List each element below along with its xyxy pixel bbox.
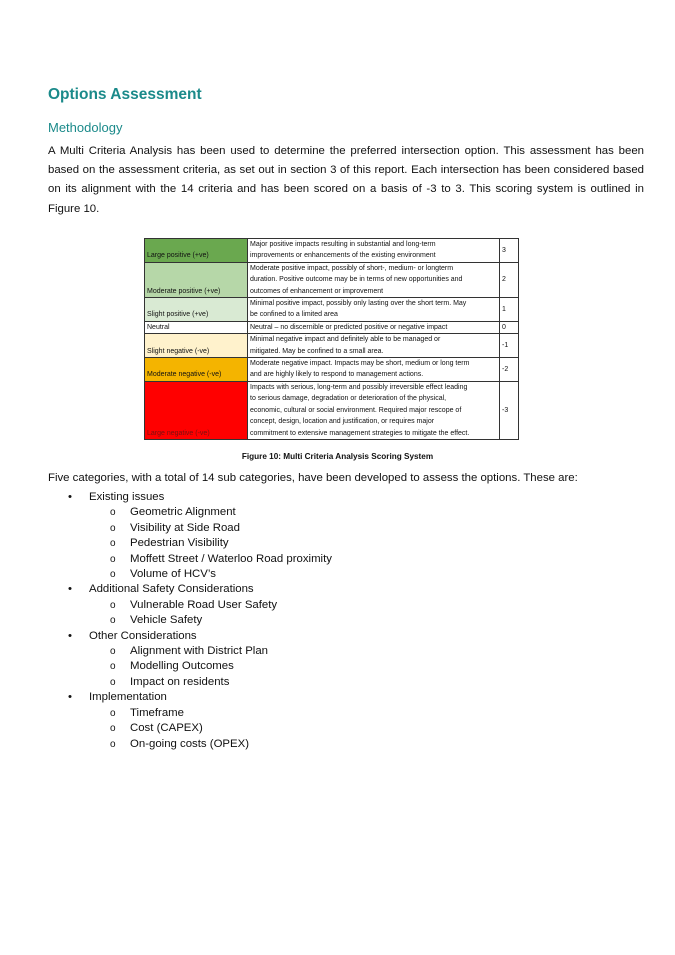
subcategory-item xyxy=(89,644,332,659)
impact-level-label: Moderate positive (+ve) xyxy=(145,262,248,297)
circle-bullet-icon: o xyxy=(110,646,116,658)
circle-bullet-icon: o xyxy=(110,723,116,735)
impact-score: -2 xyxy=(500,358,519,382)
impact-description-line: economic, cultural or social environment. Required major rescope of xyxy=(250,406,462,414)
scoring-row xyxy=(145,334,519,358)
impact-level-label: Large positive (+ve) xyxy=(145,239,248,263)
scoring-row xyxy=(145,358,519,382)
impact-description-line: Moderate positive impact, possibly of short-, medium- or longterm xyxy=(250,264,454,272)
subcategory-name: Volume of HCV’s xyxy=(130,568,216,581)
intro-paragraph: A Multi Criteria Analysis has been used to determine the preferred intersection option. This assessment has been based on the assessment criteria, as set out in section 3 of this report. Each intersection has been considered based on its alignment with the 14 criteria and has been scored on a basis of -3 to 3. This scoring system is outlined in Figure 10. xyxy=(48,145,644,215)
impact-score: -1 xyxy=(500,334,519,358)
subsection-heading: Methodology xyxy=(48,120,123,135)
section-heading: Options Assessment xyxy=(48,86,202,103)
impact-level-label: Slight positive (+ve) xyxy=(145,298,248,322)
subcategory-name: Visibility at Side Road xyxy=(130,521,240,534)
subcategory-list xyxy=(89,644,332,690)
impact-description-line: duration. Positive outcome may be in terms of new opportunities and xyxy=(250,276,463,284)
impact-description xyxy=(248,298,500,322)
bullet-icon: • xyxy=(68,583,72,596)
impact-description-line: commitment to extensive management strategies to mitigate the effect. xyxy=(250,429,470,437)
impact-level-label: Large negative (-ve) xyxy=(145,381,248,439)
impact-score: 1 xyxy=(500,298,519,322)
scoring-row xyxy=(145,239,519,263)
impact-description-line: Minimal positive impact, possibly only lasting over the short term. May xyxy=(250,300,467,308)
impact-description-line: outcomes of enhancement or improvement xyxy=(250,287,384,295)
circle-bullet-icon: o xyxy=(110,676,116,688)
impact-description-line: Impacts with serious, long-term and possibly irreversible effect leading xyxy=(250,383,468,391)
impact-description-line: concept, design, location and justification, or requires major xyxy=(250,418,435,426)
category-item xyxy=(48,490,332,582)
impact-description-line: be confined to a limited area xyxy=(250,311,338,319)
subcategory-name: On-going costs (OPEX) xyxy=(130,737,250,750)
impact-description-line: Major positive impacts resulting in substantial and long-term xyxy=(250,241,436,248)
category-item xyxy=(48,582,332,628)
impact-description-line: Neutral – no discernible or predicted positive or negative impact xyxy=(250,323,448,331)
impact-score: -3 xyxy=(500,381,519,439)
subcategory-item xyxy=(89,706,332,721)
subcategory-name: Pedestrian Visibility xyxy=(130,537,229,550)
figure-caption: Figure 10: Multi Criteria Analysis Scoring System xyxy=(241,452,434,461)
category-name: Existing issues xyxy=(89,491,165,503)
scoring-row xyxy=(145,381,519,439)
subcategory-name: Cost (CAPEX) xyxy=(130,722,203,735)
subcategory-item xyxy=(89,521,332,536)
subcategory-item xyxy=(89,675,332,690)
impact-description xyxy=(248,239,500,263)
impact-description xyxy=(248,381,500,439)
bullet-icon: • xyxy=(68,691,72,704)
category-item xyxy=(48,690,332,752)
scoring-row xyxy=(145,321,519,333)
impact-description-line: Moderate negative impact. Impacts may be short, medium or long term xyxy=(250,360,470,368)
impact-description-line: mitigated. May be confined to a small area. xyxy=(250,347,384,355)
category-list xyxy=(48,490,332,752)
category-item xyxy=(48,629,332,691)
impact-description xyxy=(248,321,500,333)
circle-bullet-icon: o xyxy=(110,522,116,534)
impact-description xyxy=(248,334,500,358)
impact-score: 3 xyxy=(500,239,519,263)
subcategory-list xyxy=(89,706,332,752)
impact-description-line: to serious damage, degradation or deterioration of the physical, xyxy=(250,395,447,403)
bullet-icon: • xyxy=(68,491,72,503)
circle-bullet-icon: o xyxy=(110,738,116,750)
circle-bullet-icon: o xyxy=(110,538,116,550)
subcategory-name: Moffett Street / Waterloo Road proximity xyxy=(130,552,332,565)
impact-description xyxy=(248,262,500,297)
subcategory-item xyxy=(89,505,332,520)
category-name: Other Considerations xyxy=(89,629,197,642)
subcategory-name: Vulnerable Road User Safety xyxy=(130,598,278,611)
impact-level-label: Moderate negative (-ve) xyxy=(145,358,248,382)
subcategory-item xyxy=(89,659,332,674)
category-name: Implementation xyxy=(89,691,167,704)
circle-bullet-icon: o xyxy=(110,569,116,581)
impact-level-label: Neutral xyxy=(145,321,248,333)
category-name: Additional Safety Considerations xyxy=(89,583,254,596)
subcategory-name: Vehicle Safety xyxy=(130,614,203,627)
subcategory-name: Impact on residents xyxy=(130,675,230,688)
subcategory-name: Modelling Outcomes xyxy=(130,660,234,673)
circle-bullet-icon: o xyxy=(110,707,116,719)
impact-score: 0 xyxy=(500,321,519,333)
categories-lead-text: Five categories, with a total of 14 sub categories, have been developed to assess the options. These are: xyxy=(48,472,578,484)
subcategory-item xyxy=(89,567,332,582)
subcategory-item xyxy=(89,613,332,628)
circle-bullet-icon: o xyxy=(110,507,116,519)
subcategory-item xyxy=(89,737,332,752)
subcategory-item xyxy=(89,552,332,567)
circle-bullet-icon: o xyxy=(110,553,116,565)
scoring-row xyxy=(145,262,519,297)
scoring-row xyxy=(145,298,519,322)
subcategory-name: Timeframe xyxy=(130,706,185,719)
subcategory-item xyxy=(89,536,332,551)
subcategory-list xyxy=(89,598,332,629)
subcategory-name: Geometric Alignment xyxy=(130,506,236,519)
circle-bullet-icon: o xyxy=(110,599,116,611)
subcategory-item xyxy=(89,598,332,613)
impact-score: 2 xyxy=(500,262,519,297)
impact-level-label: Slight negative (-ve) xyxy=(145,334,248,358)
circle-bullet-icon: o xyxy=(110,661,116,673)
circle-bullet-icon: o xyxy=(110,615,116,627)
impact-description-line: improvements or enhancements of the existing environment xyxy=(250,252,436,260)
subcategory-list xyxy=(89,505,332,582)
subcategory-item xyxy=(89,721,332,736)
subcategory-name: Alignment with District Plan xyxy=(130,645,269,658)
impact-description-line: Minimal negative impact and definitely able to be managed or xyxy=(250,336,441,344)
impact-description xyxy=(248,358,500,382)
scoring-table xyxy=(144,238,519,440)
bullet-icon: • xyxy=(68,629,72,642)
impact-description-line: and are highly likely to respond to management actions. xyxy=(250,371,424,379)
